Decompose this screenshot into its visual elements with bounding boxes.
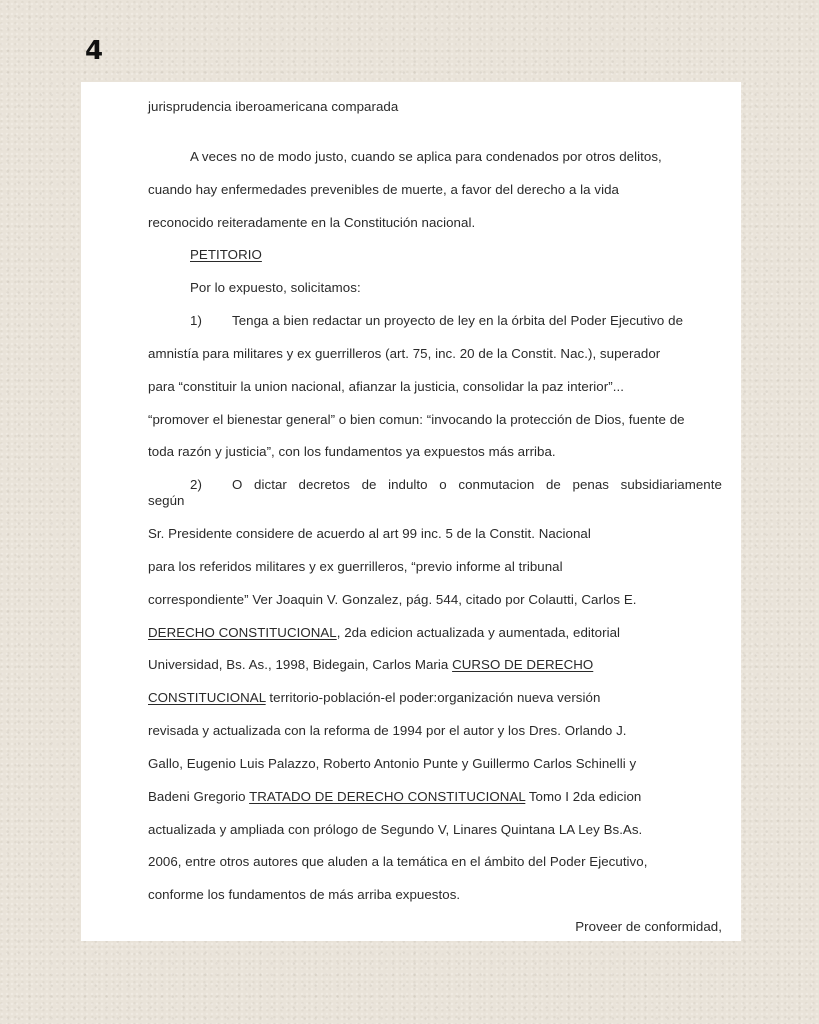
word: penas [572,477,609,492]
page-number: 4 [85,36,104,66]
text-line: reconocido reiteradamente en la Constitución nacional. [148,215,476,230]
word: O [232,477,243,492]
closing-line: Proveer de conformidad, [575,919,722,934]
text-line: amnistía para militares y ex guerrilleros (art. 75, inc. 20 de la Constit. Nac.), superador [148,346,661,361]
document-page [81,82,741,941]
text-line: “promover el bienestar general” o bien comun: “invocando la protección de Dios, fuente de [148,412,685,427]
petitorio-heading: PETITORIO [190,247,262,262]
text-line: conforme los fundamentos de más arriba expuestos. [148,887,461,902]
text-line: actualizada y ampliada con prólogo de Segundo V, Linares Quintana LA Ley Bs.As. [148,822,643,837]
list-item-text [232,477,722,493]
word: decretos [298,477,350,492]
text-span: territorio-población-el poder:organización nueva versión [265,690,601,705]
book-title: TRATADO DE DERECHO CONSTITUCIONAL [249,789,526,804]
text-line: Sr. Presidente considere de acuerdo al art 99 inc. 5 de la Constit. Nacional [148,526,591,541]
text-span: , 2da edicion actualizada y aumentada, editorial [336,625,621,640]
text-span: Tomo I 2da edicion [525,789,642,804]
text-line: Gallo, Eugenio Luis Palazzo, Roberto Antonio Punte y Guillermo Carlos Schinelli y [148,756,637,771]
text-line: cuando hay enfermedades prevenibles de muerte, a favor del derecho a la vida [148,182,619,197]
text-span: Universidad, Bs. As., 1998, Bidegain, Carlos Maria [148,657,453,672]
text-line: para los referidos militares y ex guerrilleros, “previo informe al tribunal [148,559,563,574]
text-line [148,625,722,641]
text-line: correspondiente” Ver Joaquin V. Gonzalez, pág. 544, citado por Colautti, Carlos E. [148,592,637,607]
book-title: CONSTITUCIONAL [148,690,266,705]
text-line [148,690,722,706]
text-line: Por lo expuesto, solicitamos: [190,280,361,295]
text-span: Badeni Gregorio [148,789,250,804]
list-item-text: Tenga a bien redactar un proyecto de ley en la órbita del Poder Ejecutivo de [232,313,684,328]
text-line: 2006, entre otros autores que aluden a la temática en el ámbito del Poder Ejecutivo, [148,854,648,869]
word: subsidiariamente [620,477,722,492]
list-item-1 [148,313,722,329]
text-line: para “constituir la union nacional, afianzar la justicia, consolidar la paz interior”... [148,379,624,394]
paragraph-first-line: A veces no de modo justo, cuando se aplica para condenados por otros delitos, [190,149,662,164]
word: de [545,477,561,492]
word: o [439,477,447,492]
text-line: jurisprudencia iberoamericana comparada [148,99,399,114]
section-heading [148,247,722,263]
book-title: CURSO DE DERECHO [452,657,594,672]
word: dictar [254,477,287,492]
text-line [148,657,722,673]
text-line: revisada y actualizada con la reforma de 1994 por el autor y los Dres. Orlando J. [148,723,627,738]
word: conmutacion [458,477,535,492]
text-line [148,789,722,805]
word: indulto [388,477,428,492]
list-number: 1) [190,313,202,328]
book-title: DERECHO CONSTITUCIONAL [148,625,337,640]
text-line: toda razón y justicia”, con los fundamentos ya expuestos más arriba. [148,444,556,459]
list-item-2 [148,477,722,493]
text-line: según [148,493,185,508]
word: de [361,477,377,492]
list-number: 2) [190,477,202,492]
